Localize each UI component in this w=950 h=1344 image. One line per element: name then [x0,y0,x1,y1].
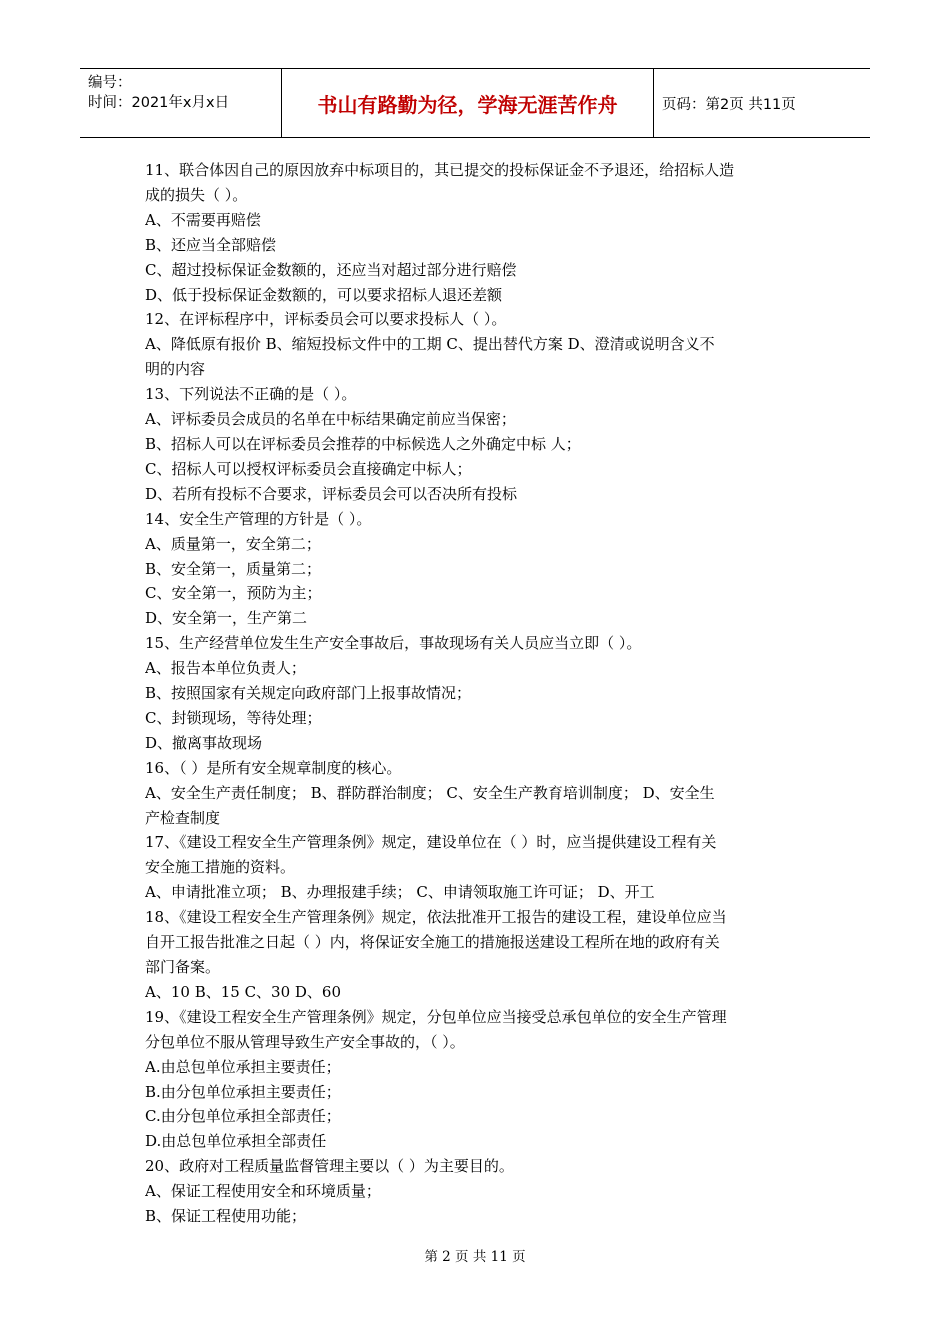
text-line: A、安全生产责任制度； B、群防群治制度； C、安全生产教育培训制度； D、安全生 [145,783,715,802]
text-line: 安全施工措施的资料。 [145,858,296,877]
text-line: C、超过投标保证金数额的，还应当对超过部分进行赔偿 [145,260,517,279]
text-line: D、若所有投标不合要求，评标委员会可以否决所有投标 [145,484,518,503]
number-label: 编号： [88,75,132,91]
text-line: A、报告本单位负责人； [145,659,306,678]
text-line: A、评标委员会成员的名单在中标结果确定前应当保密； [145,410,516,429]
text-line: B、按照国家有关规定向政府部门上报事故情况； [145,684,472,703]
page-footer: 第 2 页 共 11 页 [424,1249,526,1265]
text-line: A、质量第一，安全第二； [145,534,321,553]
text-line: A、降低原有报价 B、缩短投标文件中的工期 C、提出替代方案 D、澄清或说明含义不 [145,335,715,354]
text-line: B、安全第一，质量第二； [145,559,322,578]
text-line: D、低于投标保证金数额的，可以要求招标人退还差额 [145,285,503,304]
text-line: B、保证工程使用功能； [145,1207,307,1226]
text-line: C、招标人可以授权评标委员会直接确定中标人； [145,459,472,478]
text-line: 16、（ ）是所有安全规章制度的核心。 [145,758,402,777]
text-line: 产检查制度 [145,808,221,827]
text-line: D.由总包单位承担全部责任 [145,1132,327,1151]
page-header [80,68,870,138]
text-line: B.由分包单位承担主要责任； [145,1082,341,1101]
text-line: A、不需要再赔偿 [145,210,261,229]
text-line: 11、联合体因自己的原因放弃中标项目的，其已提交的投标保证金不予退还，给招标人造 [145,161,735,179]
text-line: C、封锁现场，等待处理； [145,708,322,727]
text-line: 18、《建设工程安全生产管理条例》规定，依法批准开工报告的建设工程，建设单位应当 [145,908,727,927]
text-line: A、保证工程使用安全和环境质量； [145,1182,381,1201]
header-motto: 书山有路勤为径，学海无涯苦作舟 [282,69,654,137]
document-body [145,158,810,1229]
text-line: D、撤离事故现场 [145,733,263,752]
text-line: D、安全第一，生产第二 [145,609,308,628]
header-page-number: 页码：第2页 共11页 [662,96,796,113]
text-line: A、申请批准立项； B、办理报建手续； C、申请领取施工许可证； D、开工 [145,883,655,902]
text-line: C、安全第一，预防为主； [145,584,322,603]
text-line: 成的损失（ ）。 [145,185,248,204]
text-line: 明的内容 [145,360,206,379]
text-line: B、还应当全部赔偿 [145,235,277,254]
text-line: C.由分包单位承担全部责任； [145,1107,341,1126]
text-line: 分包单位不服从管理导致生产安全事故的，（ ）。 [145,1032,465,1051]
text-line: B、招标人可以在评标委员会推荐的中标候选人之外确定中标 人； [145,434,581,453]
text-line: 15、生产经营单位发生生产安全事故后，事故现场有关人员应当立即（ ）。 [145,634,642,653]
time-label: 时间：2021年x月x日 [88,95,230,111]
text-line: 14、安全生产管理的方针是（ ）。 [145,509,372,528]
text-line: 部门备案。 [145,958,221,976]
text-line: 12、在评标程序中，评标委员会可以要求投标人（ ）。 [145,310,507,329]
text-line: 自开工报告批准之日起（ ）内，将保证安全施工的措施报送建设工程所在地的政府有关 [145,933,720,952]
text-line: 17、《建设工程安全生产管理条例》规定，建设单位在（ ）时，应当提供建设工程有关 [145,833,717,852]
text-line: A、10 B、15 C、30 D、60 [145,982,342,1001]
text-line: 20、政府对工程质量监督管理主要以（ ）为主要目的。 [145,1157,514,1176]
header-meta [80,69,282,137]
text-line: 19、《建设工程安全生产管理条例》规定，分包单位应当接受总承包单位的安全生产管理 [145,1007,727,1026]
text-line: A.由总包单位承担主要责任； [145,1057,341,1076]
text-line: 13、下列说法不正确的是（ ）。 [145,385,357,404]
